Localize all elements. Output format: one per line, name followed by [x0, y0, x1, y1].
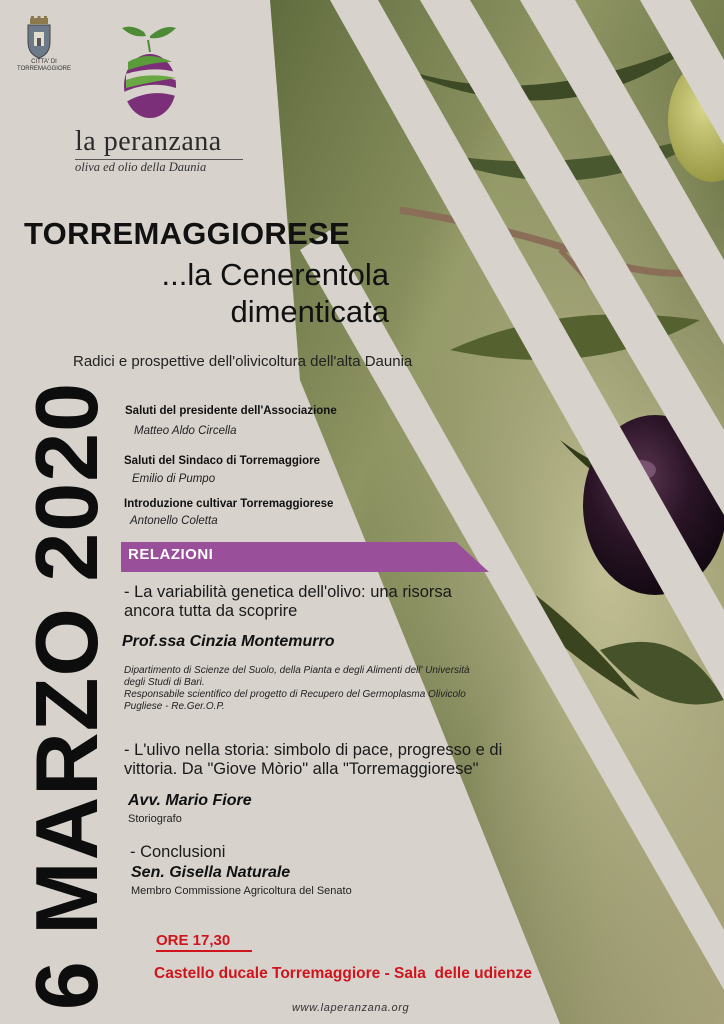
city-label	[8, 59, 80, 73]
event-date: 6 MARZO 2020	[17, 381, 116, 1011]
event-title-line2: ...la Cenerentola	[161, 257, 389, 292]
event-tagline: Radici e prospettive dell'olivicoltura dell'alta Daunia	[73, 353, 413, 370]
talk-2-title	[124, 741, 502, 779]
greeting-title-1: Saluti del presidente dell'Associazione	[125, 405, 337, 417]
greeting-name-2: Emilio di Pumpo	[132, 473, 216, 485]
greeting-title-2: Saluti del Sindaco di Torremaggiore	[124, 455, 320, 467]
town-crest-icon	[24, 16, 54, 60]
event-subtitle-block	[113, 256, 389, 330]
time-underline	[156, 950, 252, 952]
talk-2-line1: - L'ulivo nella storia: simbolo di pace, progresso e di	[124, 741, 503, 759]
greeting-name-3: Antonello Coletta	[130, 515, 218, 527]
event-title-line3: dimenticata	[230, 294, 389, 329]
event-time: ORE 17,30	[156, 932, 231, 949]
event-title: TORREMAGGIORESE	[24, 216, 351, 251]
talk-3-role: Membro Commissione Agricoltura del Senato	[131, 885, 352, 897]
city-label-line1: CITTA' DI	[31, 59, 57, 65]
city-label-line2: TORREMAGGIORE	[17, 66, 71, 72]
affiliation-line: Dipartimento di Scienze del Suolo, della Pianta e degli Alimenti dell' Università	[124, 665, 470, 676]
section-label: RELAZIONI	[128, 546, 214, 563]
event-venue: Castello ducale Torremaggiore - Sala delle udienze	[154, 965, 532, 982]
affiliation-line: degli Studi di Bari.	[124, 677, 205, 688]
greeting-title-3: Introduzione cultivar Torremaggiorese	[124, 498, 334, 510]
brand-tagline: oliva ed olio della Daunia	[75, 160, 207, 174]
affiliation-line: Responsabile scientifico del progetto di Recupero del Germoplasma Olivicolo	[124, 689, 466, 700]
brand-name: la peranzana	[75, 126, 222, 157]
event-date-block	[17, 381, 116, 1011]
talk-1-line1: - La variabilità genetica dell'olivo: una risorsa	[124, 583, 452, 601]
peranzana-olive-logo	[118, 22, 186, 122]
talk-2-role: Storiografo	[128, 813, 182, 825]
talk-2-line2: vittoria. Da "Giove Mòrio" alla "Torremaggiorese"	[124, 760, 479, 778]
website-link[interactable]: www.laperanzana.org	[292, 1002, 410, 1014]
talk-1-speaker: Prof.ssa Cinzia Montemurro	[122, 633, 335, 650]
affiliation-line: Pugliese - Re.Ger.O.P.	[124, 701, 225, 712]
talk-3-title: - Conclusioni	[130, 843, 226, 861]
talk-2-speaker: Avv. Mario Fiore	[128, 792, 252, 809]
talk-1-line2: ancora tutta da scoprire	[124, 602, 298, 620]
talk-1-title	[124, 583, 452, 621]
talk-3-speaker: Sen. Gisella Naturale	[131, 864, 291, 881]
greeting-name-1: Matteo Aldo Circella	[134, 425, 237, 437]
talk-1-affiliation	[124, 665, 470, 713]
